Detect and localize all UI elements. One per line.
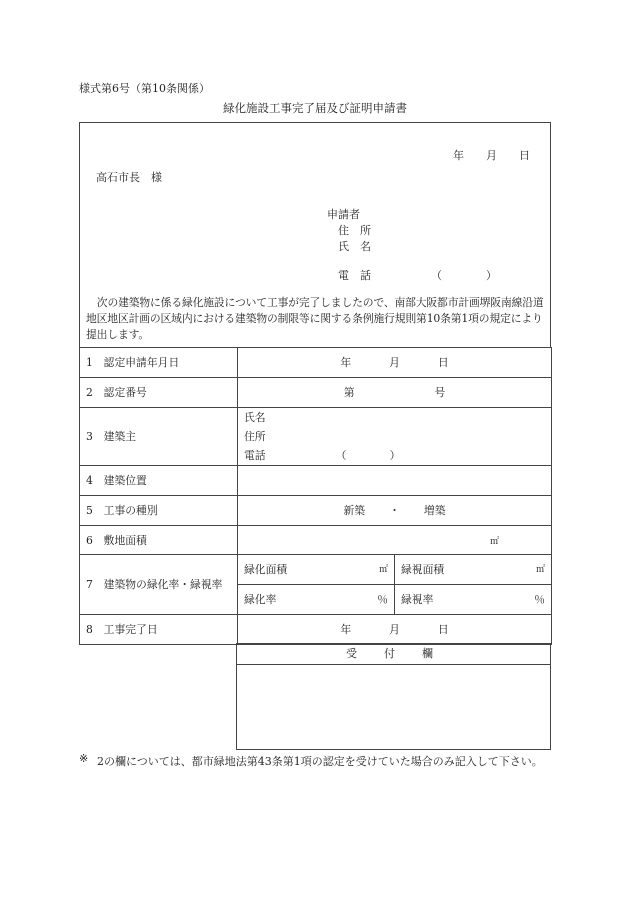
green-rate-label: 緑化率	[244, 593, 277, 606]
label-greening-rate: 7 建築物の緑化率・緑視率	[80, 555, 238, 615]
label-building-location: 4 建築位置	[80, 466, 238, 496]
option-new[interactable]: 新築	[343, 504, 366, 517]
owner-phone-line	[244, 446, 545, 465]
owner-name-label: 氏名	[244, 411, 266, 424]
row-greening-rate-a	[80, 555, 552, 585]
form-number: 様式第6号（第10条関係）	[79, 82, 210, 95]
row-building-owner	[80, 408, 552, 466]
view-rate-unit: ％	[534, 593, 546, 606]
field-building-owner[interactable]	[238, 408, 552, 466]
field-site-area[interactable]	[238, 526, 552, 555]
field-building-location[interactable]	[238, 466, 552, 496]
field-certification-number[interactable]	[238, 378, 552, 408]
owner-phone-paren: （ ）	[335, 449, 401, 462]
option-extension[interactable]: 増築	[423, 504, 446, 517]
reception-label: 受 付 欄	[237, 643, 550, 665]
view-area-unit: ㎡	[536, 565, 546, 575]
date-line	[453, 147, 530, 163]
applicant-label: 申請者	[327, 208, 360, 221]
row-completion-date	[80, 615, 552, 645]
green-area-unit: ㎡	[378, 565, 388, 575]
number-prefix: 第	[343, 386, 355, 399]
row-application-date	[80, 348, 552, 378]
site-area-unit: ㎡	[490, 536, 500, 547]
completion-month: 月	[389, 623, 400, 636]
green-area-label: 緑化面積	[244, 563, 288, 576]
label-site-area: 6 敷地面積	[80, 526, 238, 555]
date-day: 日	[519, 149, 530, 162]
field-construction-type[interactable]	[238, 496, 552, 526]
letter-frame	[79, 122, 551, 347]
number-suffix: 号	[434, 386, 446, 399]
completion-day: 日	[437, 623, 449, 636]
label-completion-date: 8 工事完了日	[80, 615, 238, 645]
note-mark: ※	[79, 752, 89, 765]
field-green-area[interactable]	[238, 555, 395, 585]
field-green-rate[interactable]	[238, 585, 395, 615]
applicant-address-label: 住 所	[338, 224, 371, 237]
completion-year: 年	[340, 623, 352, 636]
label-building-owner: 3 建築主	[80, 408, 238, 466]
date-year: 年	[453, 149, 464, 162]
field-month: 月	[389, 356, 400, 369]
field-view-rate[interactable]	[395, 585, 552, 615]
field-day: 日	[437, 356, 449, 369]
owner-address-label: 住所	[244, 430, 266, 443]
option-separator: ・	[389, 504, 400, 517]
applicant-phone-field[interactable]: （ ）	[431, 269, 497, 282]
row-site-area	[80, 526, 552, 555]
label-application-date: 1 認定申請年月日	[80, 348, 238, 378]
statement-text: 次の建築物に係る緑化施設について工事が完了しましたので、南部大阪都市計画堺阪南線沿道地区地区計画の区域内における建築物の制限等に関する条例施行規則第10条第1項の規定により提出します。	[86, 296, 544, 341]
label-construction-type: 5 工事の種別	[80, 496, 238, 526]
application-table	[79, 347, 552, 645]
row-construction-type	[80, 496, 552, 526]
date-month: 月	[486, 149, 497, 162]
reception-box	[236, 643, 551, 750]
reception-area[interactable]	[237, 665, 550, 751]
view-area-label: 緑視面積	[401, 563, 445, 576]
row-certification-number	[80, 378, 552, 408]
applicant-name-label: 氏 名	[338, 240, 371, 253]
field-completion-date[interactable]	[238, 615, 552, 645]
label-certification-number: 2 認定番号	[80, 378, 238, 408]
row-building-location	[80, 466, 552, 496]
owner-phone-label: 電話	[244, 449, 266, 462]
document-title: 緑化施設工事完了届及び証明申請書	[223, 101, 407, 115]
applicant-phone-label: 電 話	[338, 269, 371, 282]
addressee: 高石市長 様	[96, 171, 162, 184]
field-application-date[interactable]	[238, 348, 552, 378]
view-rate-label: 緑視率	[401, 593, 434, 606]
green-rate-unit: ％	[377, 593, 388, 606]
field-year: 年	[340, 356, 352, 369]
note-text: 2の欄については、都市緑地法第43条第1項の認定を受けていた場合のみ記入して下さい。	[97, 755, 543, 768]
field-view-area[interactable]	[395, 555, 552, 585]
